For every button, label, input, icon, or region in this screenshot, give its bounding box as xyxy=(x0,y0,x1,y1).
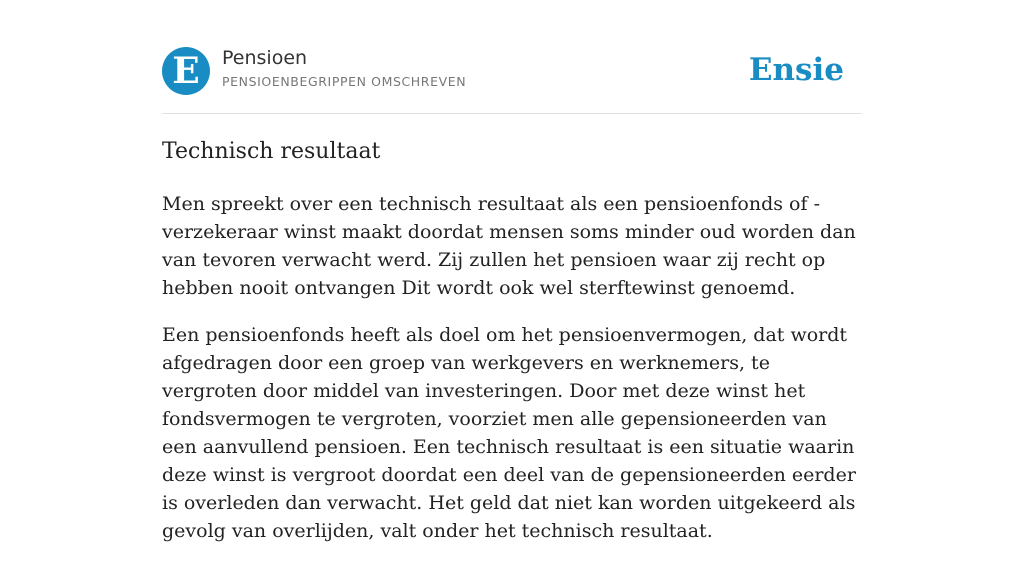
article xyxy=(162,136,862,564)
brand-logo[interactable]: Ensie xyxy=(748,52,844,88)
article-paragraph: Een pensioenfonds heeft als doel om het pensioenvermogen, dat wordt afgedragen door een groep van werkgevers en werknemers, te vergroten door middel van investeringen. Door met deze winst het fondsvermogen te vergroten, voorziet men alle gepensioneerden van een aanvullend pensioen. Een technisch resultaat is een situatie waarin deze winst is vergroot doordat een deel van de gepensioneerden eerder is overleden dan verwacht. Het geld dat niet kan worden uitgekeerd als gevolg van overlijden, valt onder het technisch resultaat. xyxy=(162,324,856,542)
article-title: Technisch resultaat xyxy=(162,139,381,164)
header-divider xyxy=(162,113,862,114)
article-paragraph: Men spreekt over een technisch resultaat als een pensioenfonds of -verzekeraar winst maakt doordat mensen soms minder oud worden dan van tevoren verwacht werd. Zij zullen het pensioen waar zij recht op hebben nooit ontvangen Dit wordt ook wel sterftewinst genoemd. xyxy=(162,193,856,299)
site-title[interactable]: Pensioen xyxy=(222,47,308,69)
site-logo[interactable]: E xyxy=(162,47,210,95)
site-subtitle: PENSIOENBEGRIPPEN OMSCHREVEN xyxy=(222,74,467,89)
article-body xyxy=(162,190,862,545)
site-header xyxy=(162,46,862,96)
